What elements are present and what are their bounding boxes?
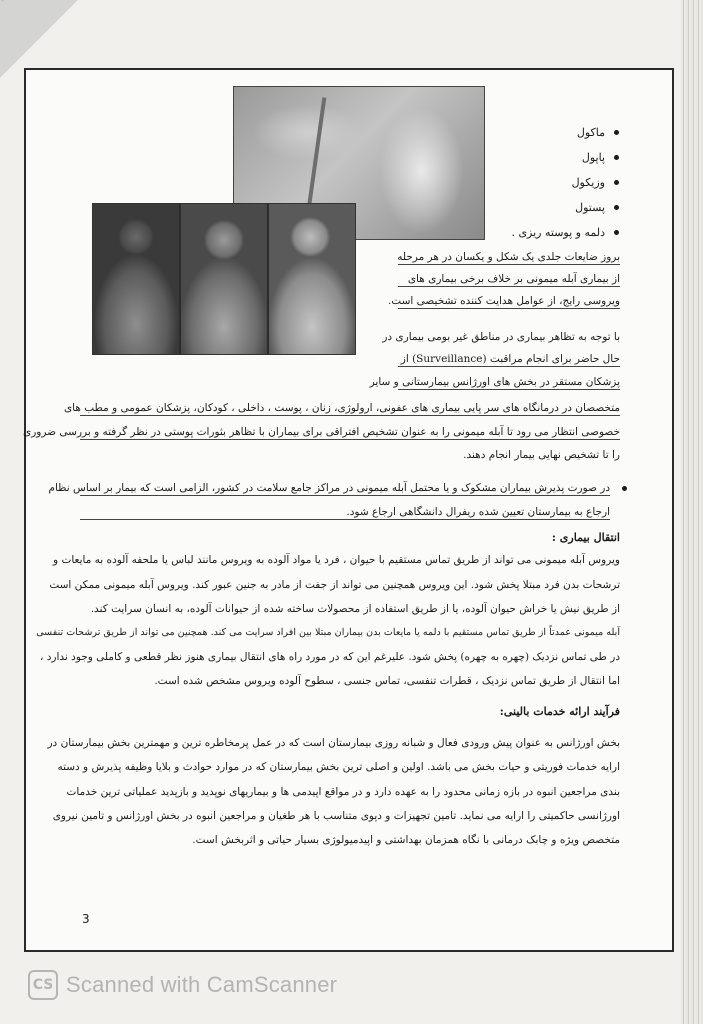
- folded-corner: [0, 0, 78, 78]
- transmission-line: از طریق نیش یا خراش حیوان آلوده، یا از طریق استفاده از محصولات ساخته شده از حیوانات آلوده، به انسان سرایت کند.: [90, 603, 620, 615]
- child-photo-3: [269, 204, 355, 354]
- list-item: پاپول: [521, 151, 621, 176]
- para2-line: حال حاضر برای انجام مراقبت (Surveillance) از: [398, 352, 620, 367]
- list-item: پستول: [521, 201, 621, 226]
- para2-line: با توجه به تظاهر بیماری در مناطق غیر بومی بیماری در: [382, 331, 620, 343]
- transmission-line: ترشحات بدن فرد مبتلا پخش شود. این ویروس همچنین می تواند از جفت از مادر به جنین عبور کند. ویروس آبله میمونی ممکن است: [49, 579, 620, 591]
- para2-line: متخصصان در درمانگاه های سر پایی بیماری های عفونی، ارولوژی، زنان ، پوست ، داخلی ، کودکان، پزشکان عمومی و مطب های: [63, 402, 620, 414]
- process-line: بندی مراجعین انبوه در بازه زمانی محدود را به عهده دارد و در مواقع اپیدمی ها و بیماریهای نوپدید و بازپدید عملیاتی ترین خدمات: [66, 786, 620, 798]
- section-heading-process: فرآیند ارائه خدمات بالینی:: [499, 705, 620, 718]
- page-number: 3: [82, 912, 90, 926]
- camscanner-logo-icon: CS: [28, 970, 58, 1000]
- list-item: وزیکول: [521, 176, 621, 201]
- process-line: اورژانسی حاکمیتی را ارایه می نماید. تامین تجهیزات و دپوی متناسب با هر طغیان و مراجعین انبوه در بخش اورژانس و تامین نیروی: [52, 810, 620, 822]
- process-line: متخصص ویژه و چابک درمانی با نگاه همزمان بهداشتی و اپیدمیولوژی بسیار حیاتی و اثربخش است.: [192, 834, 620, 846]
- lesion-stage-list: [511, 126, 621, 251]
- para1-line: از بیماری آبله میمونی بر خلاف برخی بیماری های: [398, 272, 620, 287]
- para1-line: ویروسی رایج، از عوامل هدایت کننده تشخیصی است.: [387, 295, 620, 307]
- para3-line: در صورت پذیرش بیماران مشکوک و یا محتمل آبله میمونی در مراکز جامع سلامت در کشور، الزامی است که بیمار بر اساس نظام: [48, 482, 610, 494]
- process-line: بخش اورژانس به عنوان پیش ورودی فعال و شبانه روزی بیمارستان است که در عمل پرمخاطره ترین و مهمترین بخش بیمارستان در: [47, 737, 620, 749]
- transmission-line: در طی تماس نزدیک (چهره به چهره) پخش شود. علیرغم این که در مورد راه های انتقال بیماری هنوز نظر قطعی و کاملی وجود ندارد ،: [39, 651, 620, 663]
- transmission-line: ویروس آبله میمونی می تواند از طریق تماس مستقیم با حیوان ، فرد یا مواد آلوده به ویروس مانند لباس یا ملحفه آلوده به مایعات و: [53, 554, 620, 566]
- para1-line: بروز ضایعات جلدی یک شکل و یکسان در هر مرحله: [397, 251, 620, 263]
- watermark-text: Scanned with CamScanner: [66, 972, 338, 997]
- bullet-dot: [622, 486, 627, 491]
- child-photo-2: [181, 204, 267, 354]
- scan-edge: [681, 0, 703, 1024]
- section-heading-transmission: انتقال بیماری :: [551, 531, 620, 544]
- transmission-line: اما انتقال از طریق تماس نزدیک ، قطرات تنفسی، تماس جنسی ، سطوح آلوده ویروس مشخص شده است.: [154, 675, 620, 687]
- list-item: دلمه و پوسته ریزی .: [521, 226, 621, 251]
- transmission-line: آبله میمونی عمدتاً از طریق تماس مستقیم با دلمه یا مایعات بدن بیماران مبتلا بین افراد سرایت می کند. همچنین می تواند از طریق ترشحات تنفسی: [36, 627, 620, 638]
- child-photo-1: [93, 204, 179, 354]
- camscanner-watermark: [28, 969, 337, 1001]
- children-lesions-photo: [92, 203, 356, 355]
- para2-line: پزشکان مستقر در بخش های اورژانس بیمارستانی و سایر: [369, 376, 620, 388]
- para3-line: ارجاع به بیمارستان تعیین شده ریفرال دانشگاهی ارجاع شود.: [80, 505, 610, 520]
- process-line: ارایه خدمات فوریتی و حیات بخش می باشد. اولین و اصلی ترین بخش بیمارستان که در موارد حوادث و بلایا وظیفه پذیرش و دسته: [57, 761, 620, 773]
- para2-line: را تا تشخیص نهایی بیمار انجام دهند.: [463, 449, 620, 461]
- para2-line: خصوصی انتظار می رود تا آبله میمونی را به عنوان تشخیص افتراقی برای بیماران با تظاهر بثورات پوستی در نظر گرفته و بررسی ضروری: [23, 426, 620, 438]
- list-item: ماکول: [521, 126, 621, 151]
